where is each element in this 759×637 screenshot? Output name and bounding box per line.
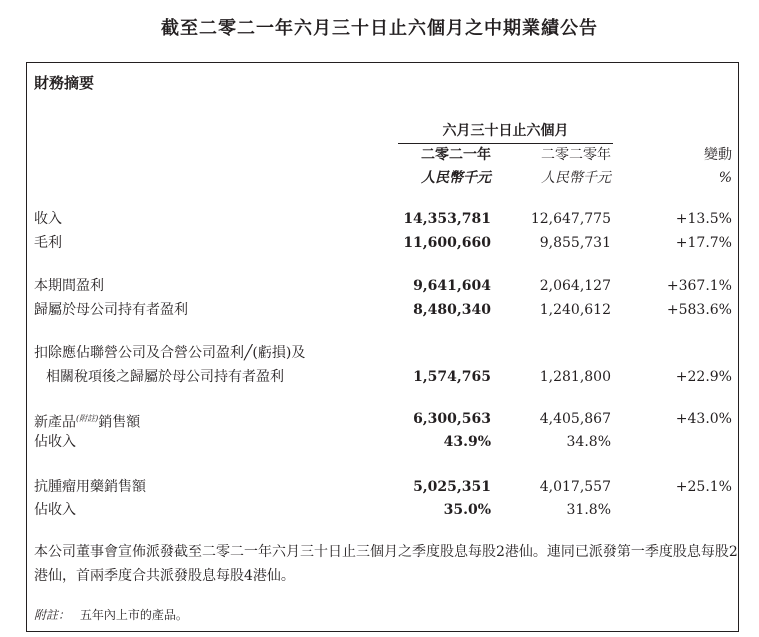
header-period: 六月三十日止六個月: [442, 123, 569, 139]
row-adjusted-profit-2020: 1,281,800: [539, 369, 611, 385]
footnote-label: 附註：: [34, 608, 71, 622]
row-gross-profit-2021: 11,600,660: [403, 235, 491, 251]
header-change: 變動: [704, 147, 732, 163]
row-attributable-profit-2020: 1,240,612: [539, 302, 611, 318]
page-title: 截至二零二一年六月三十日止六個月之中期業績公告: [161, 18, 598, 39]
section-title: 財務摘要: [34, 74, 95, 92]
header-unit-change: %: [718, 170, 732, 186]
row-new-products-2020: 4,405,867: [539, 411, 611, 427]
row-new-products-2021: 6,300,563: [413, 411, 491, 427]
header-unit-2020: 人民幣千元: [541, 170, 611, 186]
row-revenue-2021: 14,353,781: [403, 211, 491, 227]
row-oncology-share-2021: 35.0%: [443, 502, 491, 518]
row-gross-profit-change: +17.7%: [675, 235, 732, 251]
row-label-new-products-suffix: 銷售額: [98, 414, 141, 431]
row-label-oncology-sales: 抗腫瘤用藥銷售額: [34, 479, 146, 495]
footnote: [34, 607, 188, 623]
row-gross-profit-2020: 9,855,731: [539, 235, 611, 251]
row-new-products-change: +43.0%: [675, 411, 732, 427]
header-year-2020: 二零二零年: [541, 147, 611, 163]
row-label-period-profit: 本期間盈利: [34, 278, 104, 294]
row-attributable-profit-2021: 8,480,340: [413, 302, 491, 318]
row-oncology-sales-change: +25.1%: [675, 479, 732, 495]
row-label-revenue: 收入: [34, 211, 62, 227]
row-oncology-sales-2020: 4,017,557: [539, 479, 611, 495]
row-new-products-share-2021: 43.9%: [443, 434, 491, 450]
row-oncology-sales-2021: 5,025,351: [413, 479, 491, 495]
dividend-note: 本公司董事會宣佈派發截至二零二一年六月三十日止三個月之季度股息每股2港仙。連同已派發第一季度股息每股2港仙，首兩季度合共派發股息每股4港仙。: [34, 544, 738, 584]
row-label-new-products-text: 新產品: [34, 414, 76, 431]
row-label-adjusted-profit-line2: 相關稅項後之歸屬於母公司持有者盈利: [46, 369, 284, 385]
row-new-products-share-2020: 34.8%: [566, 434, 611, 450]
row-label-attributable-profit: 歸屬於母公司持有者盈利: [34, 302, 188, 318]
row-label-oncology-share: 佔收入: [34, 502, 76, 518]
row-label-new-products: [34, 411, 140, 431]
row-revenue-change: +13.5%: [675, 211, 732, 227]
row-period-profit-change: +367.1%: [666, 278, 732, 294]
row-period-profit-2020: 2,064,127: [539, 278, 611, 294]
footnote-marker: (附註): [76, 414, 99, 423]
header-period-rule: [398, 143, 613, 144]
header-unit-2021: 人民幣千元: [421, 170, 491, 186]
header-year-2021: 二零二一年: [421, 147, 491, 163]
row-label-new-products-share: 佔收入: [34, 434, 76, 450]
footnote-text: 五年內上市的產品。: [79, 608, 188, 622]
row-label-gross-profit: 毛利: [34, 235, 62, 251]
row-adjusted-profit-2021: 1,574,765: [413, 369, 491, 385]
row-attributable-profit-change: +583.6%: [666, 302, 732, 318]
row-label-adjusted-profit-line1: 扣除應佔聯營公司及合營公司盈利╱(虧損)及: [34, 345, 306, 361]
row-oncology-share-2020: 31.8%: [566, 502, 611, 518]
row-adjusted-profit-change: +22.9%: [675, 369, 732, 385]
row-period-profit-2021: 9,641,604: [413, 278, 491, 294]
row-revenue-2020: 12,647,775: [530, 211, 611, 227]
